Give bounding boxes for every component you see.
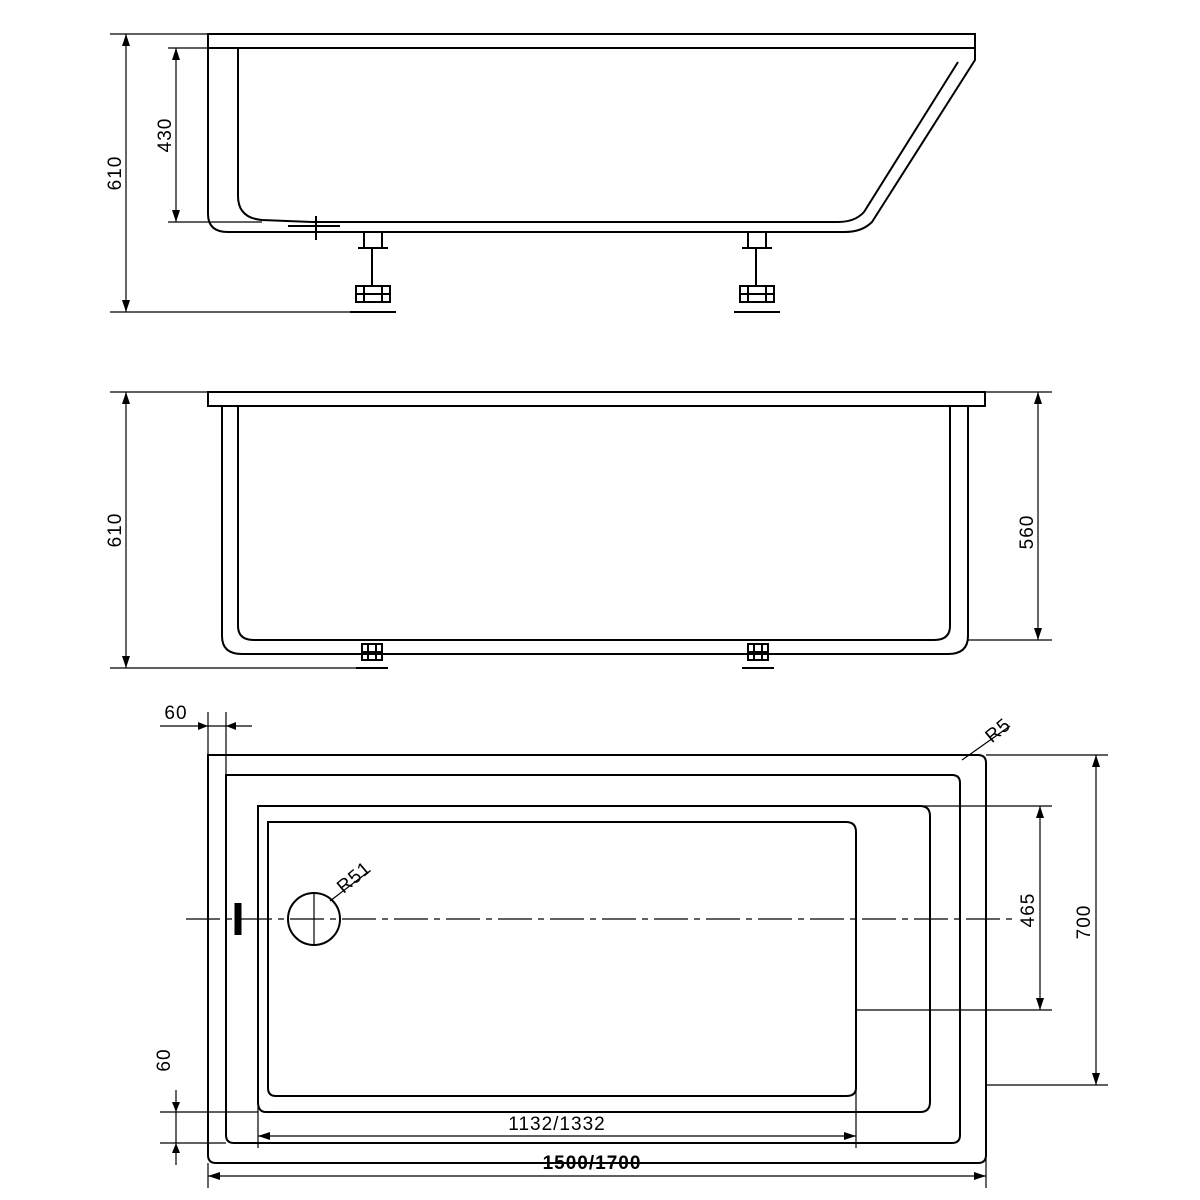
front-elevation-view [208, 392, 985, 668]
plan-inner-length-label: 1132/1332 [508, 1114, 606, 1135]
plan-bowl-outer [258, 806, 930, 1112]
front-panel-outline [222, 406, 968, 654]
plan-inner-rim [226, 775, 960, 1143]
plan-outer-rim [208, 755, 986, 1163]
side-body-outline [208, 48, 975, 232]
front-top-rim [208, 392, 985, 406]
side-leg-right [734, 232, 780, 312]
side-inner-left-wall [238, 48, 312, 222]
side-overall-height-label: 610 [105, 155, 126, 191]
front-foot-left [356, 644, 388, 668]
side-inner-base [312, 62, 958, 222]
front-overall-height-label: 610 [105, 512, 126, 548]
plan-rim-width-bottom-label: 60 [154, 1048, 175, 1072]
front-panel-height-label: 560 [1017, 514, 1038, 550]
side-top-rim [208, 34, 975, 48]
front-foot-right [742, 644, 774, 668]
front-panel-inner-line [238, 406, 950, 640]
side-dimension-group [110, 34, 350, 312]
plan-overall-width-label: 700 [1074, 904, 1095, 940]
plan-view [186, 755, 1012, 1163]
side-inner-depth-label: 430 [155, 117, 176, 153]
plan-rim-width-top-label: 60 [164, 703, 188, 724]
side-elevation-view [208, 34, 975, 312]
plan-corner-radius-label: R5 [981, 714, 1016, 748]
plan-overall-length-label: 1500/1700 [542, 1153, 642, 1174]
side-leg-left [350, 232, 396, 312]
plan-inner-width-label: 465 [1018, 892, 1039, 928]
plan-waste-radius-label: R51 [333, 857, 376, 898]
front-dimension-group [110, 392, 1052, 668]
plan-dimension-group [160, 712, 1108, 1188]
